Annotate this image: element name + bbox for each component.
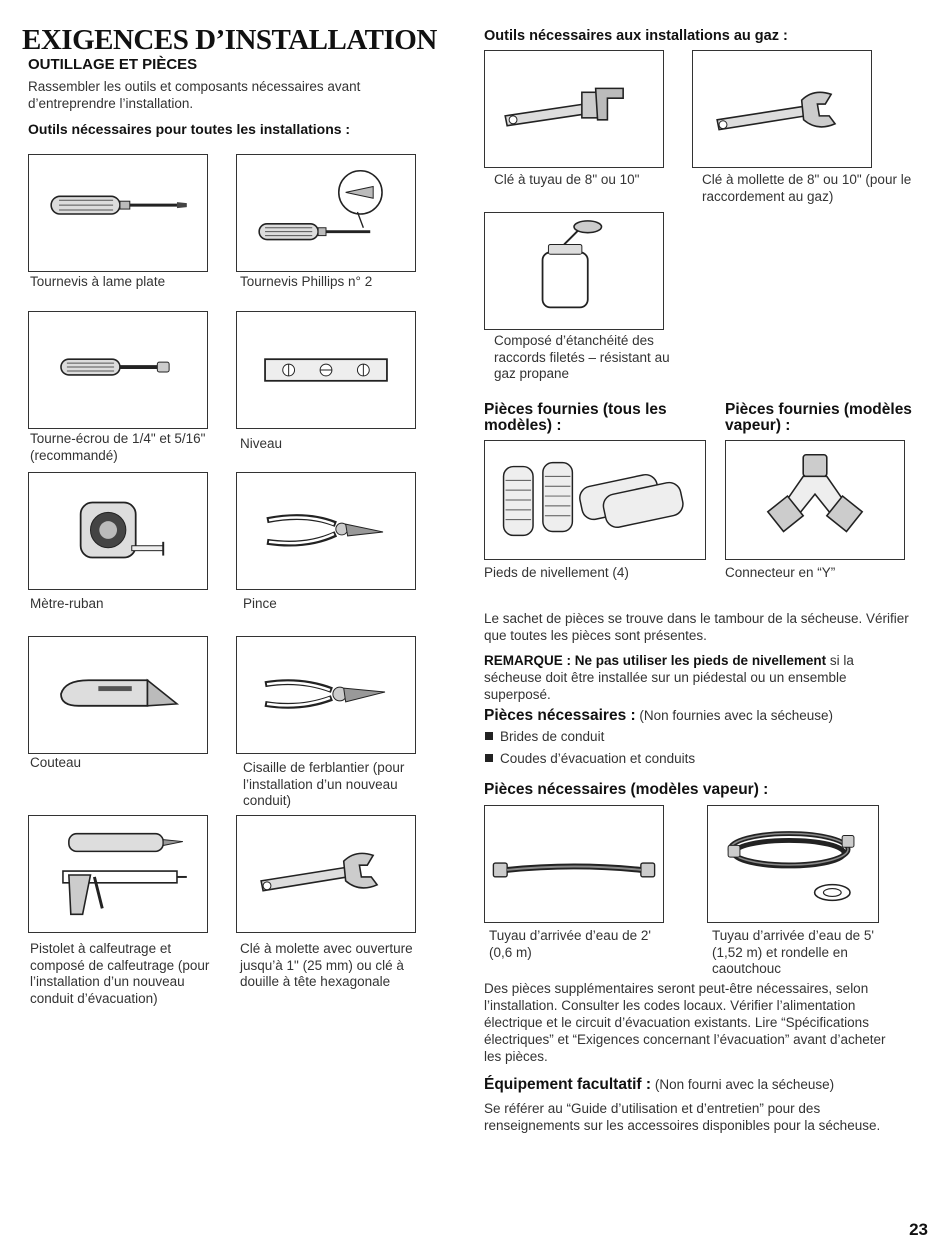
pipe-compound-icon: [485, 213, 663, 329]
tool-caption-3: Tourne-écrou de 1/4" et 5/16" (recommandé): [30, 431, 206, 463]
optional-heading: [484, 1076, 834, 1094]
steam-caption-1: Tuyau d’arrivée d’eau de 2' (0,6 m): [489, 928, 651, 960]
supplied-caption-1: Pieds de nivellement (4): [484, 565, 629, 580]
tool-caption-4: Niveau: [240, 436, 283, 451]
short-hose-figure: [484, 805, 664, 923]
additional-parts-note: Des pièces supplémentaires seront peut-être nécessaires, selon l’installation. Consulter les codes locaux. Vérifier l’alimentation électrique et le circuit d’évacuation existants. Lire “Spécifications électriques” et “Exigences concernant l’évacuation” avant d’acheter les pièces.: [484, 981, 886, 1064]
short-water-hose-icon: [485, 806, 663, 922]
y-connector-icon: [726, 441, 904, 559]
phillips-screwdriver-figure: [236, 154, 416, 272]
long-hose-figure: [707, 805, 879, 923]
remark-bold: REMARQUE : Ne pas utiliser les pieds de nivellement: [484, 653, 827, 668]
flat-screwdriver-figure: [28, 154, 208, 272]
required-parts-note: (Non fournies avec la sécheuse): [635, 708, 834, 723]
required-parts-title: Pièces nécessaires :: [484, 707, 636, 724]
steam-parts-heading: Pièces nécessaires (modèles vapeur) :: [484, 781, 769, 798]
page-title: EXIGENCES D’INSTALLATION: [22, 24, 437, 56]
phillips-screwdriver-icon: [237, 155, 415, 271]
pipe-compound-figure: [484, 212, 664, 330]
gas-caption-2: Clé à mollette de 8" ou 10" (pour le raccordement au gaz): [702, 172, 912, 204]
supplied-all-heading: Pièces fournies (tous les modèles) :: [484, 401, 667, 434]
tool-caption-5: Mètre-ruban: [30, 596, 104, 611]
bullet-icon: [485, 754, 493, 762]
adjustable-wrench-icon: [693, 51, 871, 167]
intro-text: Rassembler les outils et composants nécessaires avant d’entreprendre l’installation.: [28, 79, 361, 111]
optional-title: Équipement facultatif :: [484, 1076, 652, 1093]
level-figure: [236, 311, 416, 429]
optional-text: Se référer au “Guide d’utilisation et d’entretien” pour des renseignements sur les accessoires disponibles pour la sécheuse.: [484, 1101, 881, 1133]
caulking-gun-icon: [29, 816, 207, 932]
tin-snips-icon: [237, 637, 415, 753]
caulking-gun-figure: [28, 815, 208, 933]
tool-caption-7: Couteau: [30, 755, 82, 770]
utility-knife-figure: [28, 636, 208, 754]
tool-caption-6: Pince: [243, 596, 277, 611]
required-parts-heading: [484, 707, 833, 725]
steam-caption-2: Tuyau d’arrivée d’eau de 5' (1,52 m) et rondelle en caoutchouc: [712, 928, 874, 976]
bullet-text-2: Coudes d’évacuation et conduits: [500, 751, 696, 766]
all-tools-heading: Outils nécessaires pour toutes les installations :: [28, 121, 351, 137]
adjustable-wrench-icon: [237, 816, 415, 932]
flat-screwdriver-icon: [29, 155, 207, 271]
y-connector-figure: [725, 440, 905, 560]
pipe-wrench-icon: [485, 51, 663, 167]
parts-bag-note: Le sachet de pièces se trouve dans le tambour de la sécheuse. Vérifier que toutes les pièces sont présentes.: [484, 611, 909, 643]
pliers-icon: [237, 473, 415, 589]
gas-caption-3: Composé d’étanchéité des raccords filetés – résistant au gaz propane: [494, 333, 670, 381]
gas-caption-1: Clé à tuyau de 8" ou 10": [494, 172, 640, 187]
tape-measure-figure: [28, 472, 208, 590]
level-icon: [237, 312, 415, 428]
page-number: 23: [909, 1220, 928, 1239]
supplied-steam-heading: Pièces fournies (modèles vapeur) :: [725, 401, 912, 434]
section-subtitle: OUTILLAGE ET PIÈCES: [28, 56, 198, 73]
gas-wrench-figure: [692, 50, 872, 168]
long-water-hose-icon: [708, 806, 878, 922]
tape-measure-icon: [29, 473, 207, 589]
leveling-feet-figure: [484, 440, 706, 560]
leveling-feet-icon: [485, 441, 705, 559]
remark: [484, 652, 904, 703]
optional-note: (Non fourni avec la sécheuse): [651, 1077, 835, 1092]
bullet-icon: [485, 732, 493, 740]
tool-caption-8: Cisaille de ferblantier (pour l’installation d’un nouveau conduit): [243, 760, 405, 808]
tin-snips-figure: [236, 636, 416, 754]
nut-driver-figure: [28, 311, 208, 429]
utility-knife-icon: [29, 637, 207, 753]
supplied-caption-2: Connecteur en “Y”: [725, 565, 836, 580]
bullet-text-1: Brides de conduit: [500, 729, 605, 744]
gas-tools-heading: Outils nécessaires aux installations au gaz :: [484, 28, 788, 44]
adjustable-wrench-figure: [236, 815, 416, 933]
tool-caption-10: Clé à molette avec ouverture jusqu’à 1" (25 mm) ou clé à douille à tête hexagonale: [240, 941, 413, 989]
nut-driver-icon: [29, 312, 207, 428]
pliers-figure: [236, 472, 416, 590]
tool-caption-9: Pistolet à calfeutrage et composé de calfeutrage (pour l’installation d’un nouveau conduit d’évacuation): [30, 941, 210, 1006]
list-item: [485, 751, 695, 766]
remark-rest: si la sécheuse doit être installée sur un piédestal ou un ensemble superposé.: [484, 653, 854, 702]
list-item: [485, 729, 604, 744]
tool-caption-2: Tournevis Phillips n° 2: [240, 274, 373, 289]
pipe-wrench-figure: [484, 50, 664, 168]
tool-caption-1: Tournevis à lame plate: [30, 274, 166, 289]
